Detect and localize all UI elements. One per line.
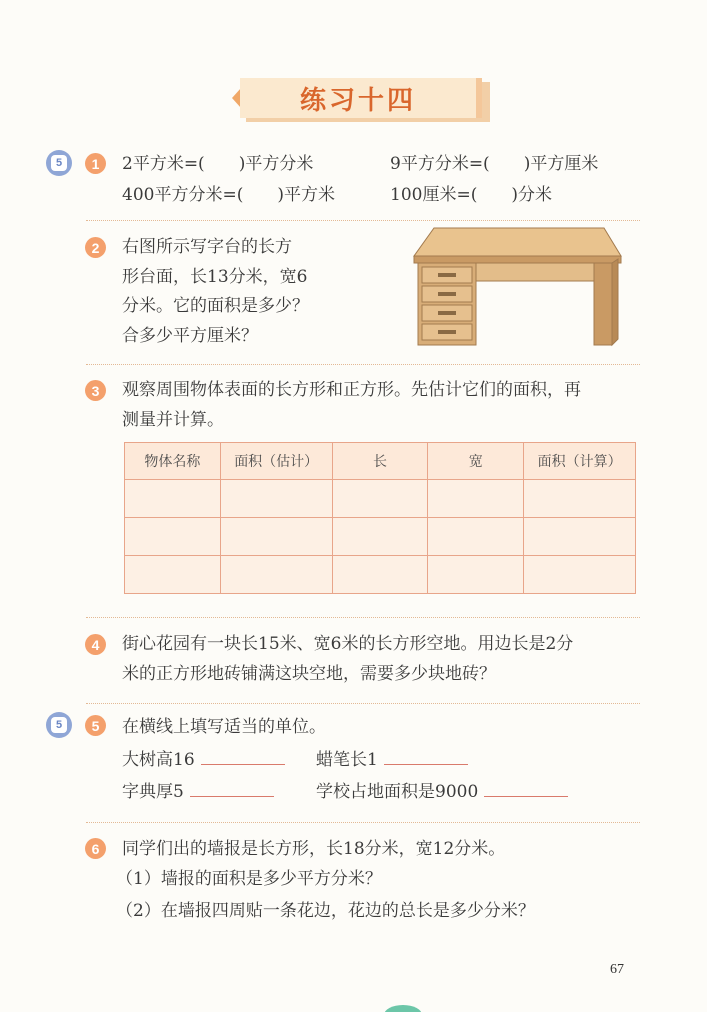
q5-item-c: 字典厚5	[122, 781, 274, 802]
table-header: 长	[332, 443, 428, 480]
unit-badge-icon: 5	[46, 150, 72, 176]
page-title: 练习十四	[299, 85, 416, 116]
q5-intro: 在横线上填写适当的单位。	[122, 717, 326, 737]
answer-blank[interactable]	[201, 749, 285, 765]
bottom-decoration-icon	[384, 1005, 422, 1012]
q1-line1a: 2平方米=( )平方分米	[122, 154, 314, 174]
q2-line4: 合多少平方厘米？	[122, 326, 258, 346]
table-cell[interactable]	[220, 518, 332, 556]
q2-line2: 形台面，长13分米，宽6	[122, 267, 308, 287]
table-header: 面积（估计）	[220, 443, 332, 480]
divider	[86, 220, 640, 221]
table-row	[125, 480, 636, 518]
q2-line3: 分米。它的面积是多少？	[122, 296, 309, 316]
table-cell[interactable]	[220, 480, 332, 518]
answer-blank[interactable]	[190, 781, 274, 797]
divider	[86, 617, 640, 618]
table-cell[interactable]	[125, 480, 221, 518]
page-number: 67	[610, 962, 624, 977]
answer-blank[interactable]	[384, 749, 468, 765]
table-cell[interactable]	[524, 480, 636, 518]
q5-item-a: 大树高16	[122, 749, 285, 770]
title-banner	[232, 78, 490, 122]
table-cell[interactable]	[332, 518, 428, 556]
question-number-1: 1	[85, 153, 106, 174]
table-cell[interactable]	[524, 556, 636, 594]
q3-line2: 测量并计算。	[122, 410, 224, 430]
table-row	[125, 518, 636, 556]
q4-line1: 街心花园有一块长15米、宽6米的长方形空地。用边长是2分	[122, 634, 574, 654]
measurement-table	[124, 442, 636, 594]
q1-line1b: 9平方分米=( )平方厘米	[390, 154, 599, 174]
q6-sub2: （2）在墙报四周贴一条花边，花边的总长是多少分米？	[116, 901, 535, 921]
table-header-row	[125, 443, 636, 480]
table-cell[interactable]	[428, 556, 524, 594]
table-header: 宽	[428, 443, 524, 480]
q2-line1: 右图所示写字台的长方	[122, 237, 292, 257]
table-cell[interactable]	[332, 480, 428, 518]
question-number-2: 2	[85, 237, 106, 258]
table-cell[interactable]	[125, 518, 221, 556]
divider	[86, 364, 640, 365]
q6-line1: 同学们出的墙报是长方形，长18分米，宽12分米。	[122, 839, 506, 859]
unit-badge-icon: 5	[46, 712, 72, 738]
question-number-4: 4	[85, 634, 106, 655]
q5-item-b: 蜡笔长1	[316, 749, 468, 770]
title-banner-body	[240, 78, 482, 118]
q6-sub1: （1）墙报的面积是多少平方分米？	[116, 869, 382, 889]
divider	[86, 703, 640, 704]
table-cell[interactable]	[428, 518, 524, 556]
q1-line2b: 100厘米=( )分米	[390, 185, 552, 205]
table-cell[interactable]	[428, 480, 524, 518]
q5-item-d: 学校占地面积是9000	[316, 781, 568, 802]
question-number-5: 5	[85, 715, 106, 736]
q4-line2: 米的正方形地砖铺满这块空地，需要多少块地砖？	[122, 664, 496, 684]
question-number-6: 6	[85, 838, 106, 859]
divider	[86, 822, 640, 823]
table-cell[interactable]	[125, 556, 221, 594]
table-cell[interactable]	[220, 556, 332, 594]
question-number-3: 3	[85, 380, 106, 401]
desk-illustration	[410, 226, 624, 354]
q3-line1: 观察周围物体表面的长方形和正方形。先估计它们的面积，再	[122, 380, 581, 400]
q1-line2a: 400平方分米=( )平方米	[122, 185, 335, 205]
answer-blank[interactable]	[484, 781, 568, 797]
table-cell[interactable]	[332, 556, 428, 594]
table-header: 面积（计算）	[524, 443, 636, 480]
table-header: 物体名称	[125, 443, 221, 480]
table-row	[125, 556, 636, 594]
table-cell[interactable]	[524, 518, 636, 556]
